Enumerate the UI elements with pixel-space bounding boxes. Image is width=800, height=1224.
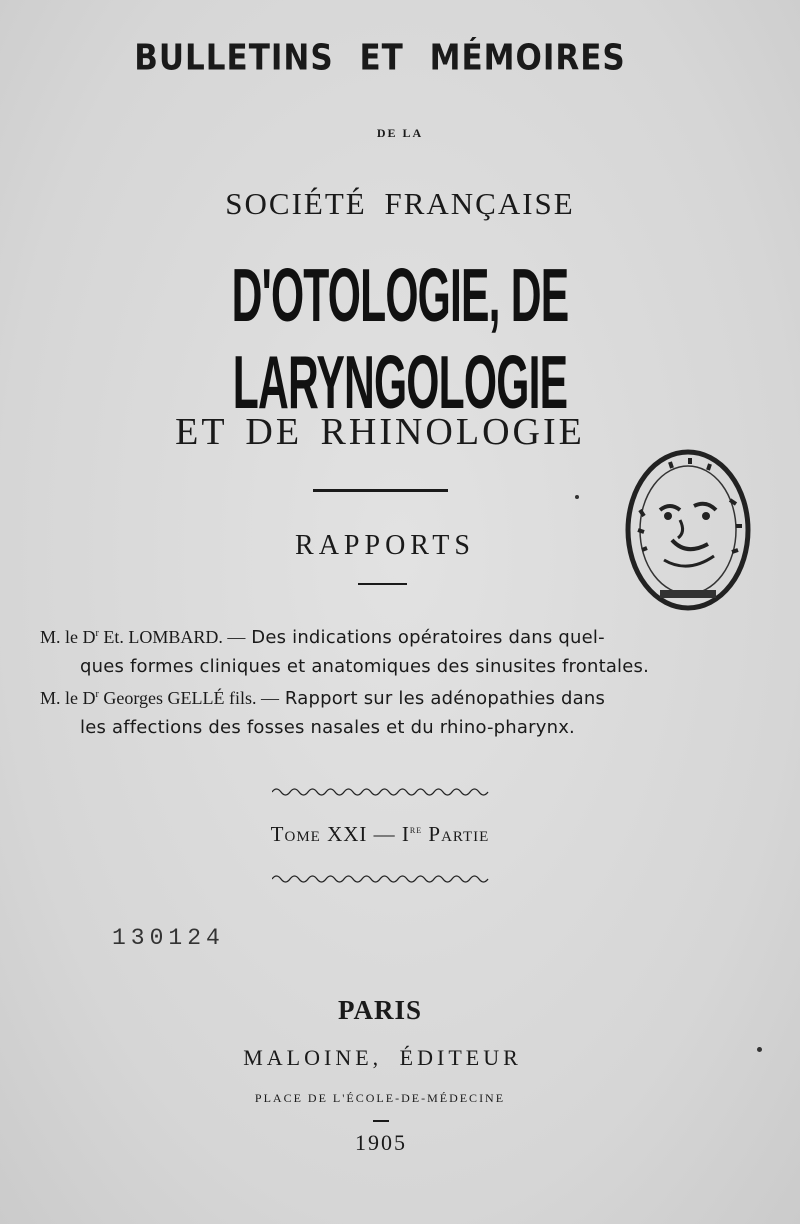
report-entry	[40, 680, 725, 742]
imprint-year: 1905	[355, 1130, 407, 1155]
entry-subject-first: Rapport sur les adénopathies dans	[278, 688, 606, 709]
entry-subject-rest: les affections des fosses nasales et du rhino-pharynx.	[80, 717, 575, 738]
otologie-heading: D'OTOLOGIE, DE LARYNGOLOGIE	[231, 254, 569, 426]
speck-mark	[757, 1047, 762, 1052]
imprint-address: PLACE DE L'ÉCOLE-DE-MÉDECINE	[254, 1091, 506, 1105]
wavy-ornament	[272, 786, 490, 798]
tome-line	[0, 822, 760, 847]
report-entry	[40, 619, 725, 681]
entry-author-name: Et. LOMBARD. —	[98, 627, 246, 647]
entry-author-prefix: M. le D	[40, 688, 96, 708]
tome-part: Partie	[422, 822, 490, 846]
tome-sup: re	[409, 824, 423, 836]
societe-line: SOCIÉTÉ FRANÇAISE	[225, 186, 575, 221]
library-stamp-icon	[620, 440, 760, 620]
entry-author-sup: r	[95, 689, 99, 700]
rhinologie-heading: ET DE RHINOLOGIE	[175, 411, 585, 453]
entry-author-name: Georges GELLÉ fils. —	[98, 688, 279, 708]
wavy-ornament	[272, 873, 490, 885]
entry-author-sup: r	[95, 628, 99, 639]
short-divider-rule	[358, 583, 407, 585]
de-la-line: DE LA	[376, 126, 424, 140]
tome-label: Tome XXI — I	[270, 822, 410, 846]
imprint-city: PARIS	[337, 995, 422, 1025]
imprint-rule	[373, 1120, 389, 1122]
entry-subject-first: Des indications opératoires dans quel-	[245, 627, 605, 648]
inventory-number: 130124	[112, 925, 225, 951]
speck-mark	[575, 495, 579, 499]
entry-author-prefix: M. le D	[40, 627, 96, 647]
rapports-heading: RAPPORTS	[295, 530, 475, 561]
imprint-publisher: MALOINE, ÉDITEUR	[243, 1045, 522, 1070]
divider-rule	[313, 489, 448, 492]
bulletins-title: BULLETINS ET MÉMOIRES	[134, 37, 626, 79]
entry-subject-rest: ques formes cliniques et anatomiques des sinusites frontales.	[80, 656, 650, 677]
